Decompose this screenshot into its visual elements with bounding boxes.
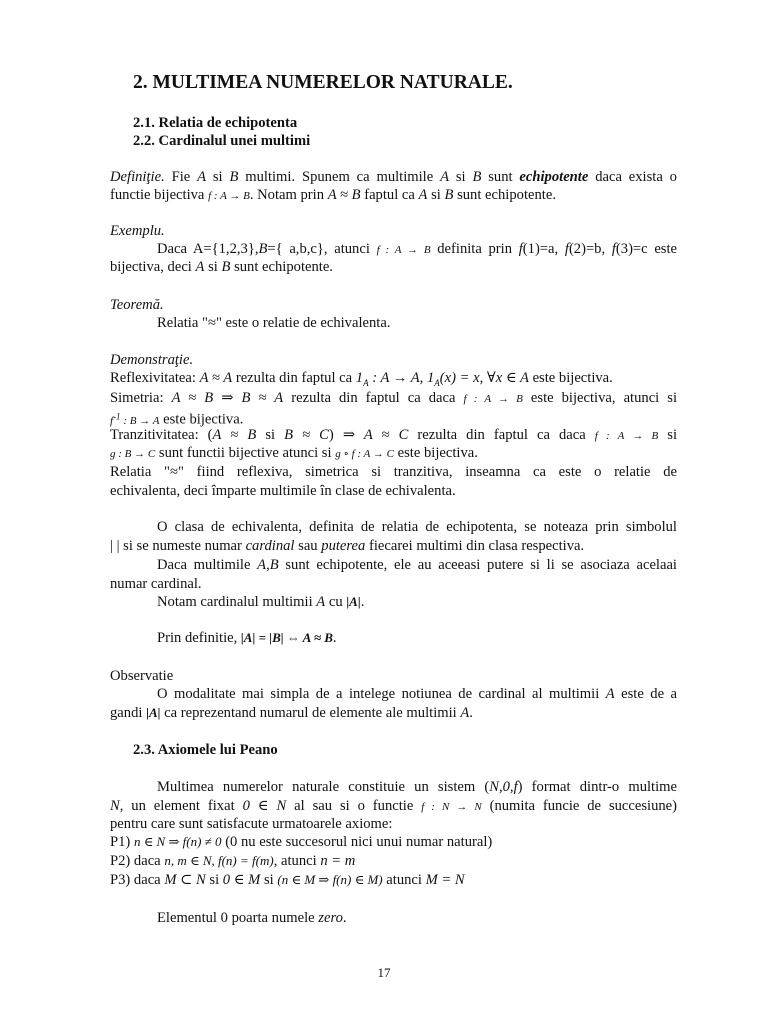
text: fiecarei multimi din clasa respectiva.: [368, 538, 585, 554]
peano-axiom-p3: [110, 871, 677, 889]
math-var: B: [444, 187, 454, 203]
math-formula: n, m ∈ N, f(n) = f(m): [164, 853, 274, 868]
proof-label: Demonstraţie.: [110, 352, 194, 368]
text: si: [212, 169, 223, 185]
text: ) format dintr-o multime: [517, 779, 677, 795]
text: | | si se numeste numar: [110, 538, 242, 554]
math-equiv: A ≈ A: [199, 370, 233, 386]
text: Notam cardinalul multimii: [157, 594, 313, 610]
text: .: [332, 630, 337, 646]
text: este de a: [621, 686, 677, 702]
peano-axiom-p1: [110, 833, 677, 851]
text: Fie: [171, 169, 191, 185]
text: . Notam prin: [249, 187, 325, 203]
math-formula: M ⊂ N: [164, 872, 206, 888]
math-equiv: A ≈ B: [171, 390, 214, 406]
text: P1): [110, 834, 131, 850]
math-var: f: [611, 241, 616, 257]
math-var: A: [605, 686, 615, 702]
text: rezulta din faptul ca: [235, 370, 353, 386]
math-cardinal: |A|: [346, 594, 361, 609]
text: cu: [328, 594, 343, 610]
cardinal-para-2-line-2: numar cardinal.: [110, 576, 202, 592]
text: Tranzitivitatea: (: [110, 427, 213, 443]
definition-label: Definiţie.: [110, 169, 165, 185]
math-var: N: [110, 798, 120, 814]
math-cardinal: |A|: [146, 705, 161, 720]
text: atunci: [386, 872, 422, 888]
peano-zero: [157, 909, 677, 927]
math-var: B: [229, 169, 239, 185]
observation-line-1: [157, 685, 677, 703]
math-identity: [356, 370, 529, 386]
text: Simetria:: [110, 390, 164, 406]
text: sau: [298, 538, 318, 554]
math-var: A: [460, 705, 470, 721]
subsection-heading-2-1: 2.1. Relatia de echipotenta: [133, 115, 298, 131]
text: ): [328, 427, 334, 443]
example-line-2: [110, 258, 677, 276]
proof-transitivity-line-1: [110, 426, 677, 445]
text: (numita funcie de succesiune): [489, 798, 678, 814]
math-map: f : A → B: [208, 190, 250, 202]
text: este bijectiva, atunci si: [530, 390, 677, 406]
definition-line-1: [110, 168, 677, 186]
text: sunt: [488, 169, 513, 185]
observation-label: Observatie: [110, 668, 174, 684]
peano-line-3: pentru care sunt satisfacute urmatoarele axiome:: [110, 816, 393, 832]
subscript: A: [363, 377, 369, 388]
text: Daca multimile: [157, 557, 251, 573]
math-map: f : A → B: [376, 244, 431, 256]
math-var: A: [418, 187, 428, 203]
theorem-statement: [157, 314, 677, 332]
text: sunt echipotente.: [457, 187, 556, 203]
text: 1: [355, 370, 364, 386]
text: Multimea numerelor naturale constituie un sistem (: [157, 779, 490, 795]
page-number: 17: [377, 965, 391, 980]
math-var: A: [197, 169, 207, 185]
text: este bijectiva.: [397, 445, 478, 461]
cardinal-para-1-line-2: [110, 537, 677, 555]
math-formula: M = N: [425, 872, 465, 888]
term-zero: zero: [318, 910, 343, 926]
math-implication: ⇒ B ≈ A: [221, 390, 284, 406]
math-composition: g ∘ f : A → C: [335, 448, 394, 460]
text: si: [264, 872, 274, 888]
text: multimi. Spunem ca multimile: [245, 169, 434, 185]
math-var: B: [221, 259, 231, 275]
math-var: B: [258, 241, 268, 257]
math-map: f : A → B: [594, 430, 659, 442]
peano-axiom-p2: [110, 852, 677, 870]
cardinal-notation: [157, 593, 677, 611]
text: este bijectiva.: [163, 411, 244, 428]
math-symbol: ≈: [207, 315, 216, 331]
text: functie bijectiva: [110, 187, 205, 203]
text: (x) = x, ∀x ∈ A: [439, 370, 529, 386]
text: sunt echipotente.: [234, 259, 333, 275]
text: (0 nu este succesorul nici unui numar natural): [225, 834, 493, 850]
text: : B → A: [120, 414, 160, 427]
proof-conclusion-line-1: Relatia "≈" fiind reflexiva, simetrica si tranzitiva, inseamna ca este o relatie de: [110, 464, 677, 480]
math-var: A,B: [257, 557, 279, 573]
math-formula: (n ∈ M ⇒ f(n) ∈ M): [277, 872, 383, 887]
peano-line-1: [157, 778, 677, 796]
text: , atunci: [273, 853, 317, 869]
text: faptul ca: [364, 187, 415, 203]
proof-conclusion-line-2: echivalenta, deci împarte multimile în clase de echivalenta.: [110, 483, 456, 499]
text: si: [667, 427, 677, 443]
text: : A → A, 1: [368, 370, 435, 386]
math-formula: n = m: [320, 853, 356, 869]
text: daca exista o: [595, 169, 677, 185]
cardinal-para-2-line-1: [157, 556, 677, 574]
subsection-heading-2-2: 2.2. Cardinalul unei multimi: [133, 133, 311, 149]
math-var: A: [316, 594, 326, 610]
text: sunt functii bijective atunci si: [158, 445, 332, 461]
math-equiv: B ≈ C: [284, 427, 329, 443]
text: si: [208, 259, 218, 275]
text: ={ a,b,c}, atunci: [267, 241, 370, 257]
text: , un element fixat: [119, 798, 235, 814]
term-cardinal: cardinal: [245, 538, 295, 554]
math-formula: n ∈ N ⇒ f(n) ≠ 0: [133, 834, 222, 849]
text: (2)=b,: [568, 241, 606, 257]
example-label: Exemplu.: [110, 223, 165, 239]
math-membership: 0 ∈ N: [242, 798, 287, 814]
subscript: A: [434, 377, 440, 388]
term-puterea: puterea: [321, 538, 366, 554]
text: ca reprezentand numarul de elemente ale multimii: [164, 705, 457, 721]
math-var: f: [518, 241, 523, 257]
text: " este o relatie de echivalenta.: [215, 315, 391, 331]
cardinal-definition: [157, 629, 677, 647]
math-system: N,0,f: [489, 779, 518, 795]
math-equiv: A ≈ B: [327, 187, 361, 203]
math-map: f : A → B: [463, 393, 523, 405]
text: .: [469, 705, 473, 721]
text: este bijectiva.: [532, 370, 613, 386]
section-title: 2. MULTIMEA NUMERELOR NATURALE.: [133, 72, 513, 93]
math-map: g : B → C: [110, 448, 156, 460]
text: Daca A={1,2,3},: [157, 241, 259, 257]
theorem-label: Teoremă.: [110, 297, 164, 313]
definition-line-2: [110, 186, 677, 205]
peano-line-2: [110, 797, 677, 816]
text: rezulta din faptul ca daca: [291, 390, 456, 406]
text: O modalitate mai simpla de a intelege notiunea de cardinal al multimii: [157, 686, 600, 702]
text: si: [431, 187, 441, 203]
text: P3) daca: [110, 872, 161, 888]
math-var: f: [564, 241, 569, 257]
text: si: [455, 169, 466, 185]
text: rezulta din faptul ca daca: [417, 427, 586, 443]
text: definita prin: [437, 241, 513, 257]
math-formula: |A| = |B| ⇔ A ≈ B: [240, 630, 333, 645]
example-line-1: [157, 240, 677, 259]
definition-term: echipotente: [519, 169, 589, 185]
text: .: [342, 910, 347, 926]
text: f: [110, 414, 114, 427]
math-var: B: [472, 169, 482, 185]
math-equiv: A ≈ B: [212, 427, 257, 443]
math-formula: 0 ∈ M: [222, 872, 261, 888]
text: si: [265, 427, 276, 443]
text: Prin definitie,: [157, 630, 238, 646]
text: (3)=c este: [615, 241, 678, 257]
proof-transitivity-line-2: [110, 444, 677, 463]
text: .: [360, 594, 365, 610]
math-var: A: [195, 259, 205, 275]
cardinal-para-1-line-1: O clasa de echivalenta, definita de relatia de echipotenta, se noteaza prin simbolul: [157, 519, 677, 535]
math-var: A: [440, 169, 449, 185]
math-inverse: [110, 411, 160, 427]
math-implication: ⇒ A ≈ C: [342, 427, 409, 443]
text: (1)=a,: [522, 241, 559, 257]
text: sunt echipotente, ele au aceeasi putere si li se asociaza acelaai: [285, 557, 677, 573]
text: al sau si o functie: [294, 798, 414, 814]
text: Elementul 0 poarta numele: [157, 910, 315, 926]
proof-symmetry-line-1: [110, 389, 677, 408]
text: Relatia ": [157, 315, 208, 331]
observation-line-2: [110, 704, 677, 722]
math-map: f : N → N: [421, 801, 482, 813]
text: si: [209, 872, 220, 888]
subsection-heading-2-3: 2.3. Axiomele lui Peano: [133, 742, 278, 758]
text: bijectiva, deci: [110, 259, 192, 275]
text: gandi: [110, 705, 143, 721]
text: Reflexivitatea:: [110, 370, 196, 386]
superscript: -1: [113, 411, 121, 421]
text: P2) daca: [110, 853, 161, 869]
